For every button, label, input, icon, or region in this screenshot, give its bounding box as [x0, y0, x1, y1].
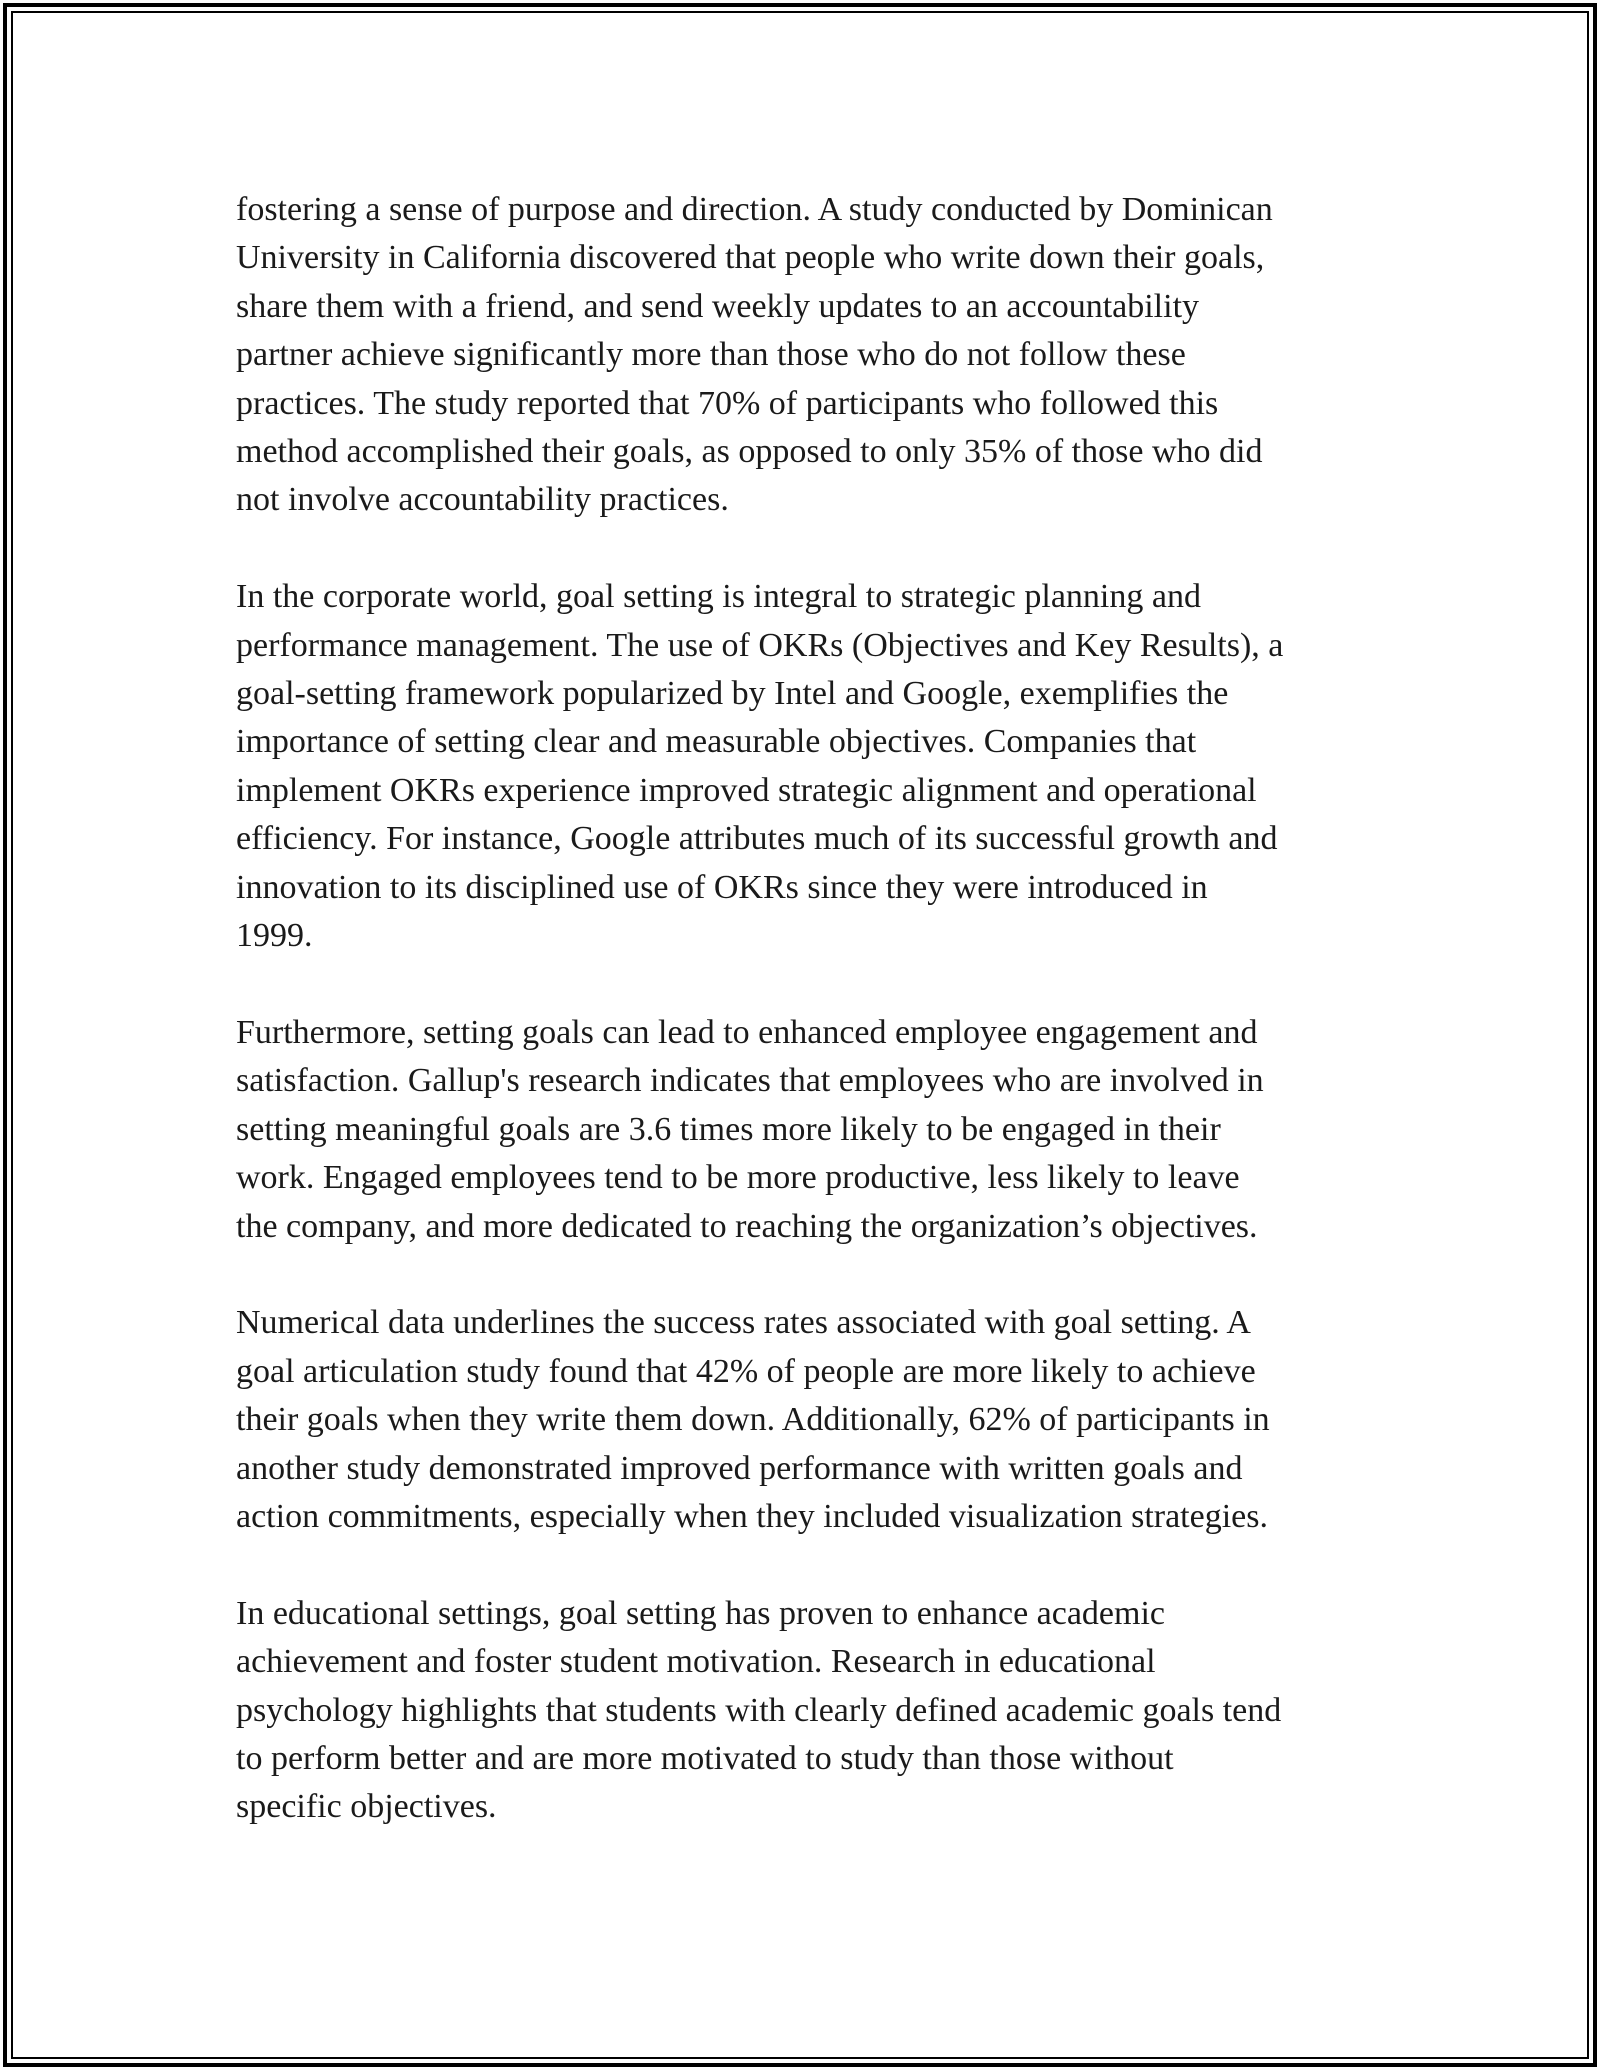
paragraph-employee-engagement: Furthermore, setting goals can lead to enhanced employee engagement and satisfaction. Gallup's research indicates that employees who are involved in setting meaningful goals are 3.6 times more likely to be engaged in their work. Engaged employees tend to be more productive, less likely to leave the company, and more dedicated to reaching the organization’s objectives. — [236, 1013, 1264, 1245]
paragraph-accountability-study: fostering a sense of purpose and direction. A study conducted by Dominican University in California discovered that people who write down their goals, share them with a friend, and send weekly updates to an accountability partner achieve significantly more than those who do not follow these practices. The study reported that 70% of participants who followed this method accomplished their goals, as opposed to only 35% of those who did not involve accountability practices. — [236, 191, 1273, 519]
paragraph-corporate-okrs: In the corporate world, goal setting is integral to strategic planning and performance management. The use of OKRs (Objectives and Key Results), a goal-setting framework popularized by Intel and Google, exemplifies the importance of setting clear and measurable objectives. Companies that implement OKRs experience improved strategic alignment and operational efficiency. For instance, Google attributes much of its successful growth and innovation to its disciplined use of OKRs since they were introduced in 1999. — [236, 578, 1284, 955]
paragraph-numerical-data: Numerical data underlines the success rates associated with goal setting. A goal articulation study found that 42% of people are more likely to achieve their goals when they write them down. Additionally, 62% of participants in another study demonstrated improved performance with written goals and action commitments, especially when they included visualization strategies. — [236, 1304, 1270, 1535]
document-body — [236, 186, 1376, 1880]
paragraph-educational-settings: In educational settings, goal setting has proven to enhance academic achievement and foster student motivation. Research in educational psychology highlights that students with clearly defined academic goals tend to perform better and are more motivated to study than those without specific objectives. — [236, 1594, 1282, 1826]
